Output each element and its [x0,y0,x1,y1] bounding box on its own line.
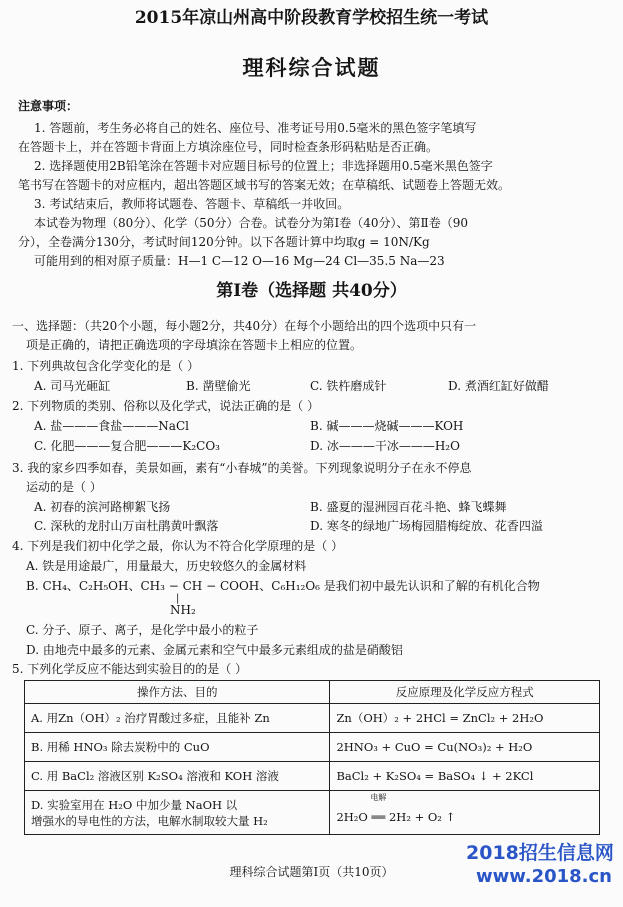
question-2-option-c: C. 化肥———复合肥———K₂CO₃ [34,439,220,453]
watermark-url: www.2018.cn [476,866,612,887]
question-4-option-b-sub: NH₂ [170,603,196,617]
question-2-option-a: A. 盐———食盐———NaCl [34,419,189,433]
table-cell: 2HNO₃ + CuO = Cu(NO₃)₂ + H₂O [330,733,600,762]
page-footer: 理科综合试题第Ⅰ页（共10页） [229,865,394,879]
question-4-option-b: B. CH₄、C₂H₅OH、CH₃ − CH − COOH、C₆H₁₂O₆ 是我们初中最先认识和了解的有机化合物 [26,579,540,593]
notes-line: 笔书写在答题卡的对应框内，超出答题区域书写的答案无效；在草稿纸、试题卷上答题无效。 [18,178,511,192]
question-1-option-b: B. 凿壁偷光 [186,379,251,393]
question-1-stem: 1. 下列典故包含化学变化的是（ ） [12,359,200,373]
table-cell-line: D. 实验室用在 H₂O 中加少量 NaOH 以 [31,797,238,812]
table-cell: Zn（OH）₂ + 2HCl = ZnCl₂ + 2H₂O [330,704,600,733]
question-3-option-d: D. 寒冬的绿地广场梅园腊梅绽放、花香四溢 [310,519,543,533]
notes-line: 2. 选择题使用2B铅笔涂在答题卡对应题目标号的位置上；非选择题用0.5毫米黑色签字 [34,159,493,173]
notes-heading: 注意事项： [18,99,79,113]
table-header-row [25,681,600,704]
section-title: 第Ⅰ卷（选择题 共40分） [216,281,407,301]
question-1-option-c: C. 铁杵磨成针 [310,379,387,393]
question-2-option-b: B. 碱———烧碱———KOH [310,419,464,433]
table-cell: BaCl₂ + K₂SO₄ = BaSO₄ ↓ + 2KCl [330,762,600,791]
question-3-option-c: C. 深秋的龙肘山万亩杜鹃黄叶飘落 [34,519,219,533]
table-row [25,791,600,835]
question-4-option-c: C. 分子、原子、离子，是化学中最小的粒子 [26,623,259,637]
instruction-line: 一、选择题：（共20个小题，每小题2分，共40分）在每个小题给出的四个选项中只有一 [12,319,477,333]
question-1-option-a: A. 司马光砸缸 [34,379,111,393]
question-1-option-d: D. 煮酒红缸好做醋 [448,379,549,393]
watermark-title: 2018招生信息网 [466,842,614,864]
table-cell [330,791,600,835]
notes-line: 3. 考试结束后，教师将试题卷、答题卡、草稿纸一并收回。 [34,197,350,211]
question-3-stem-cont: 运动的是（ ） [26,480,102,494]
notes-line: 1. 答题前，考生务必将自己的姓名、座位号、准考证号用0.5毫米的黑色签字笔填写 [34,121,477,135]
exam-title: 2015年凉山州高中阶段教育学校招生统一考试 [134,8,489,28]
question-4-option-a: A. 铁是用途最广，用量最大，历史较悠久的金属材料 [26,559,307,573]
table-header-cell: 反应原理及化学反应方程式 [330,681,600,704]
question-2-stem: 2. 下列物质的类别、俗称以及化学式，说法正确的是（ ） [12,399,320,413]
question-3-option-a: A. 初春的滨河路柳絮飞扬 [34,500,171,514]
question-4-stem: 4. 下列是我们初中化学之最，你认为不符合化学原理的是（ ） [12,539,344,553]
paper-title: 理科综合试题 [242,55,381,80]
question-5-table [24,680,600,835]
notes-line: 在答题卡上，并在答题卡背面上方填涂座位号，同时检查条形码粘贴是否正确。 [18,140,439,154]
table-row [25,704,600,733]
notes-line: 可能用到的相对原子质量：H—1 C—12 O—16 Mg—24 Cl—35.5 Na—23 [34,254,445,268]
electrolysis-label: 电解 [370,793,387,802]
table-header-cell: 操作方法、目的 [25,681,330,704]
instruction-line: 项是正确的，请把正确选项的字母填涂在答题卡上相应的位置。 [26,338,363,352]
table-row [25,762,600,791]
question-4-bond: | [176,593,180,604]
table-cell: C. 用 BaCl₂ 溶液区别 K₂SO₄ 溶液和 KOH 溶液 [25,762,330,791]
question-4-option-d: D. 由地壳中最多的元素、金属元素和空气中最多元素组成的盐是硝酸铝 [26,643,403,657]
question-3-option-b: B. 盛夏的湿洲园百花斗艳、蜂飞蝶舞 [310,500,507,514]
question-2-option-d: D. 冰———干冰———H₂O [310,439,460,453]
table-cell-line: 增强水的导电性的方法，电解水制取较大量 H₂ [31,813,268,828]
table-cell: A. 用Zn（OH）₂ 治疗胃酸过多症，且能补 Zn [25,704,330,733]
question-3-stem: 3. 我的家乡四季如春，美景如画，素有“小春城”的美誉。下列现象说明分子在永不停息 [12,461,472,475]
table-cell-line: 2H₂O ══ 2H₂ + O₂ ↑ [336,809,456,824]
table-cell [25,791,330,835]
notes-line: 本试卷为物理（80分）、化学（50分）合卷。试卷分为第Ⅰ卷（40分）、第Ⅱ卷（90 [34,216,468,230]
table-row [25,733,600,762]
notes-line: 分），全卷满分130分，考试时间120分钟。以下各题计算中均取g = 10N/Kg [18,235,430,249]
question-5-stem: 5. 下列化学反应不能达到实验目的的是（ ） [12,662,248,676]
table-cell: B. 用稀 HNO₃ 除去炭粉中的 CuO [25,733,330,762]
